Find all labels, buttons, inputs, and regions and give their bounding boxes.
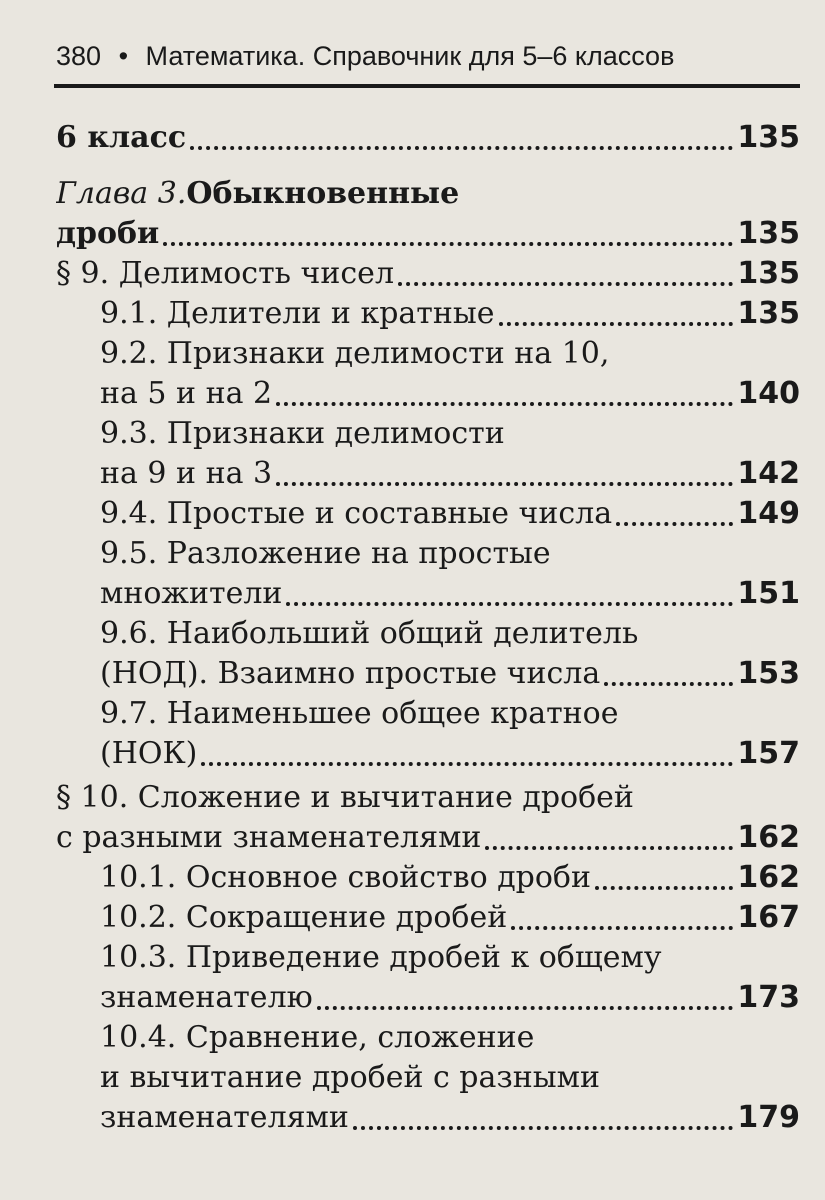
toc-entry-subsection bbox=[100, 938, 800, 978]
toc-entry-chapter-cont bbox=[56, 214, 800, 254]
toc-entry-text: 10.4. Сравнение, сложение bbox=[100, 1020, 535, 1055]
toc-entry-page: 162 bbox=[737, 860, 800, 895]
toc-entry-text: 9.2. Признаки делимости на 10, bbox=[100, 336, 610, 371]
toc-entry-text: знаменателями bbox=[100, 1100, 349, 1135]
leader-dots bbox=[190, 146, 733, 150]
toc-entry-subsection bbox=[100, 1018, 800, 1058]
toc-entry-text: и вычитание дробей с разными bbox=[100, 1060, 600, 1095]
toc-entry-section bbox=[56, 254, 800, 294]
toc-entry-text: множители bbox=[100, 576, 283, 611]
leader-dots bbox=[276, 402, 733, 406]
toc-entry-page: 135 bbox=[737, 296, 800, 331]
toc-entry-page: 135 bbox=[737, 120, 800, 155]
toc-entry-grade bbox=[56, 118, 800, 158]
toc-entry-subsection-cont bbox=[100, 1098, 800, 1138]
toc-entry-subsection bbox=[100, 494, 800, 534]
toc-entry-page: 162 bbox=[737, 820, 800, 855]
toc-entry-page: 151 bbox=[737, 576, 800, 611]
toc-entry-chapter bbox=[56, 174, 800, 214]
toc-entry-section-cont bbox=[56, 818, 800, 858]
leader-dots bbox=[398, 282, 733, 286]
leader-dots bbox=[163, 242, 733, 246]
toc-entry-text: 10.3. Приведение дробей к общему bbox=[100, 940, 662, 975]
toc-entry-subsection-cont bbox=[100, 654, 800, 694]
page-number: 380 bbox=[56, 41, 102, 71]
toc-entry-subsection bbox=[100, 414, 800, 454]
toc-entry-text: дроби bbox=[56, 216, 160, 251]
toc-entry-page: 167 bbox=[737, 900, 800, 935]
running-header bbox=[56, 38, 816, 74]
toc-entry-subsection bbox=[100, 294, 800, 334]
toc-entry-subsection-cont bbox=[100, 978, 800, 1018]
leader-dots bbox=[499, 322, 734, 326]
toc-entry-text: § 9. Делимость чисел bbox=[56, 256, 394, 291]
leader-dots bbox=[286, 602, 733, 606]
toc-entry-subsection-cont bbox=[100, 374, 800, 414]
book-title: Математика. Справочник для 5–6 классов bbox=[145, 41, 675, 71]
toc-entry-subsection bbox=[100, 898, 800, 938]
leader-dots bbox=[276, 482, 733, 486]
toc-entry-text: 9.5. Разложение на простые bbox=[100, 536, 551, 571]
toc-entry-text: (НОД). Взаимно простые числа bbox=[100, 656, 601, 691]
toc-entry-text: 10.2. Сокращение дробей bbox=[100, 900, 508, 935]
toc-entry-page: 135 bbox=[737, 256, 800, 291]
toc-entry-text: знаменателю bbox=[100, 980, 313, 1015]
toc-entry-text: на 5 и на 2 bbox=[100, 376, 273, 411]
leader-dots bbox=[201, 762, 733, 766]
toc-entry-subsection bbox=[100, 858, 800, 898]
leader-dots bbox=[353, 1126, 733, 1130]
toc-entry-page: 157 bbox=[737, 736, 800, 771]
toc-entry-text: 9.6. Наибольший общий делитель bbox=[100, 616, 639, 651]
toc-entry-text: 9.4. Простые и составные числа bbox=[100, 496, 613, 531]
toc-entry-subsection bbox=[100, 334, 800, 374]
leader-dots bbox=[595, 886, 733, 890]
toc-entry-subsection bbox=[100, 614, 800, 654]
toc-entry-subsection-cont bbox=[100, 574, 800, 614]
toc-entry-subsection-cont bbox=[100, 1058, 800, 1098]
toc-entry-text: 9.7. Наименьшее общее кратное bbox=[100, 696, 619, 731]
toc-entry-text: на 9 и на 3 bbox=[100, 456, 273, 491]
toc-entry-text: 9.3. Признаки делимости bbox=[100, 416, 505, 451]
toc-entry-page: 140 bbox=[737, 376, 800, 411]
toc-entry-chapter-label: Глава 3. bbox=[56, 176, 187, 211]
leader-dots bbox=[511, 926, 733, 930]
leader-dots bbox=[317, 1006, 734, 1010]
toc-entry-text: 6 класс bbox=[56, 120, 187, 155]
toc-entry-subsection bbox=[100, 534, 800, 574]
header-separator: • bbox=[118, 41, 129, 71]
toc-entry-text: с разными знаменателями bbox=[56, 820, 482, 855]
toc-entry-text: 9.1. Делители и кратные bbox=[100, 296, 495, 331]
leader-dots bbox=[616, 522, 733, 526]
toc-entry-subsection bbox=[100, 694, 800, 734]
toc-entry-page: 149 bbox=[737, 496, 800, 531]
toc-entry-page: 153 bbox=[737, 656, 800, 691]
toc-entry-subsection-cont bbox=[100, 734, 800, 774]
toc-entry-page: 179 bbox=[737, 1100, 800, 1135]
leader-dots bbox=[604, 682, 733, 686]
toc-entry-section bbox=[56, 778, 800, 818]
toc-entry-page: 173 bbox=[737, 980, 800, 1015]
toc-entry-page: 135 bbox=[737, 216, 800, 251]
toc-entry-text: 10.1. Основное свойство дроби bbox=[100, 860, 591, 895]
toc-entry-text: Обыкновенные bbox=[186, 176, 460, 211]
toc-entry-subsection-cont bbox=[100, 454, 800, 494]
toc-entry-page: 142 bbox=[737, 456, 800, 491]
header-rule bbox=[54, 84, 800, 88]
toc-entry-text: § 10. Сложение и вычитание дробей bbox=[56, 780, 634, 815]
toc-entry-text: (НОК) bbox=[100, 736, 198, 771]
leader-dots bbox=[485, 846, 733, 850]
